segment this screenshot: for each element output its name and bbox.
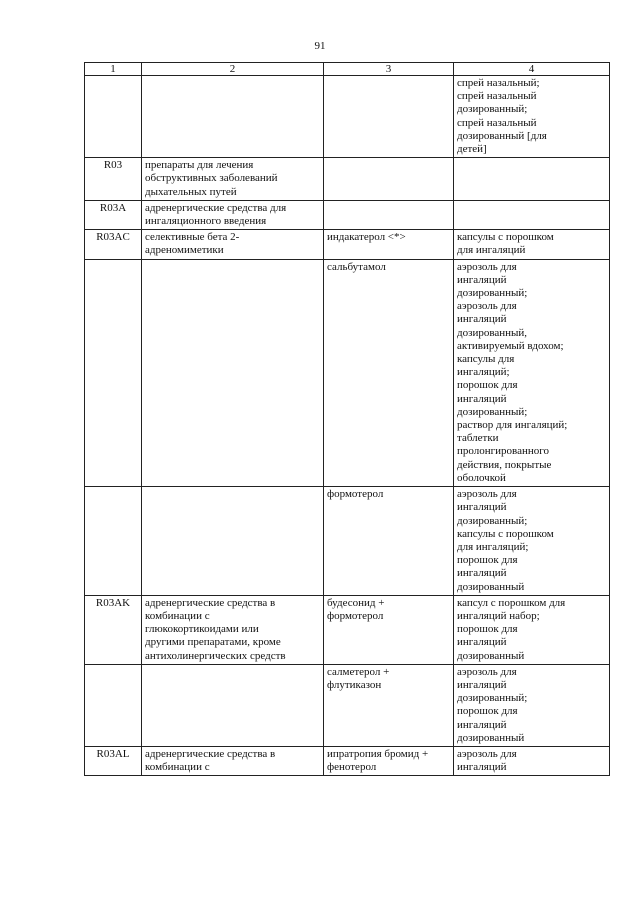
- dosage-forms-cell: аэрозоль для ингаляций дозированный; порошок для ингаляций дозированный: [454, 664, 610, 746]
- drug-cell: индакатерол <*>: [324, 230, 454, 259]
- table-row: [85, 664, 610, 746]
- drug-cell: [324, 200, 454, 229]
- column-header: 4: [454, 63, 610, 76]
- column-header: 2: [142, 63, 324, 76]
- group-cell: адренергические средства для ингаляционного введения: [142, 200, 324, 229]
- table-row: [85, 76, 610, 158]
- atc-code-cell: [85, 487, 142, 596]
- dosage-forms-cell: спрей назальный; спрей назальный дозированный; спрей назальный дозированный [для детей]: [454, 76, 610, 158]
- dosage-forms-cell: аэрозоль для ингаляций: [454, 746, 610, 775]
- table-row: [85, 487, 610, 596]
- dosage-forms-cell: [454, 158, 610, 201]
- drug-cell: формотерол: [324, 487, 454, 596]
- dosage-forms-cell: аэрозоль для ингаляций дозированный; капсулы с порошком для ингаляций; порошок для ингаляций дозированный: [454, 487, 610, 596]
- drug-cell: [324, 158, 454, 201]
- group-cell: селективные бета 2- адреномиметики: [142, 230, 324, 259]
- page-number: 91: [314, 40, 326, 52]
- table-row: [85, 259, 610, 486]
- dosage-forms-cell: [454, 200, 610, 229]
- group-cell: адренергические средства в комбинации с глюкокортикоидами или другими препаратами, кроме антихолинергических средств: [142, 595, 324, 664]
- atc-code-cell: R03AC: [85, 230, 142, 259]
- drug-table: [84, 62, 610, 776]
- table-row: [85, 595, 610, 664]
- atc-code-cell: [85, 664, 142, 746]
- atc-code-cell: R03A: [85, 200, 142, 229]
- table-row: [85, 746, 610, 775]
- drug-cell: салметерол + флутиказон: [324, 664, 454, 746]
- group-cell: [142, 664, 324, 746]
- dosage-forms-cell: аэрозоль для ингаляций дозированный; аэрозоль для ингаляций дозированный, активируемый вдохом; капсулы для ингаляций; порошок для ингаляций дозированный; раствор для ингаляций; таблетки пролонгированного действия, покрытые оболочкой: [454, 259, 610, 486]
- group-cell: [142, 76, 324, 158]
- table-row: [85, 200, 610, 229]
- drug-cell: будесонид + формотерол: [324, 595, 454, 664]
- group-cell: препараты для лечения обструктивных заболеваний дыхательных путей: [142, 158, 324, 201]
- atc-code-cell: [85, 76, 142, 158]
- table-row: [85, 158, 610, 201]
- column-header: 1: [85, 63, 142, 76]
- atc-code-cell: R03AL: [85, 746, 142, 775]
- table-header-row: [85, 63, 610, 76]
- column-header: 3: [324, 63, 454, 76]
- table-row: [85, 230, 610, 259]
- drug-cell: [324, 76, 454, 158]
- atc-code-cell: R03AK: [85, 595, 142, 664]
- drug-cell: ипратропия бромид + фенотерол: [324, 746, 454, 775]
- atc-code-cell: [85, 259, 142, 486]
- drug-cell: сальбутамол: [324, 259, 454, 486]
- group-cell: [142, 259, 324, 486]
- dosage-forms-cell: капсулы с порошком для ингаляций: [454, 230, 610, 259]
- dosage-forms-cell: капсул с порошком для ингаляций набор; порошок для ингаляций дозированный: [454, 595, 610, 664]
- group-cell: [142, 487, 324, 596]
- group-cell: адренергические средства в комбинации с: [142, 746, 324, 775]
- atc-code-cell: R03: [85, 158, 142, 201]
